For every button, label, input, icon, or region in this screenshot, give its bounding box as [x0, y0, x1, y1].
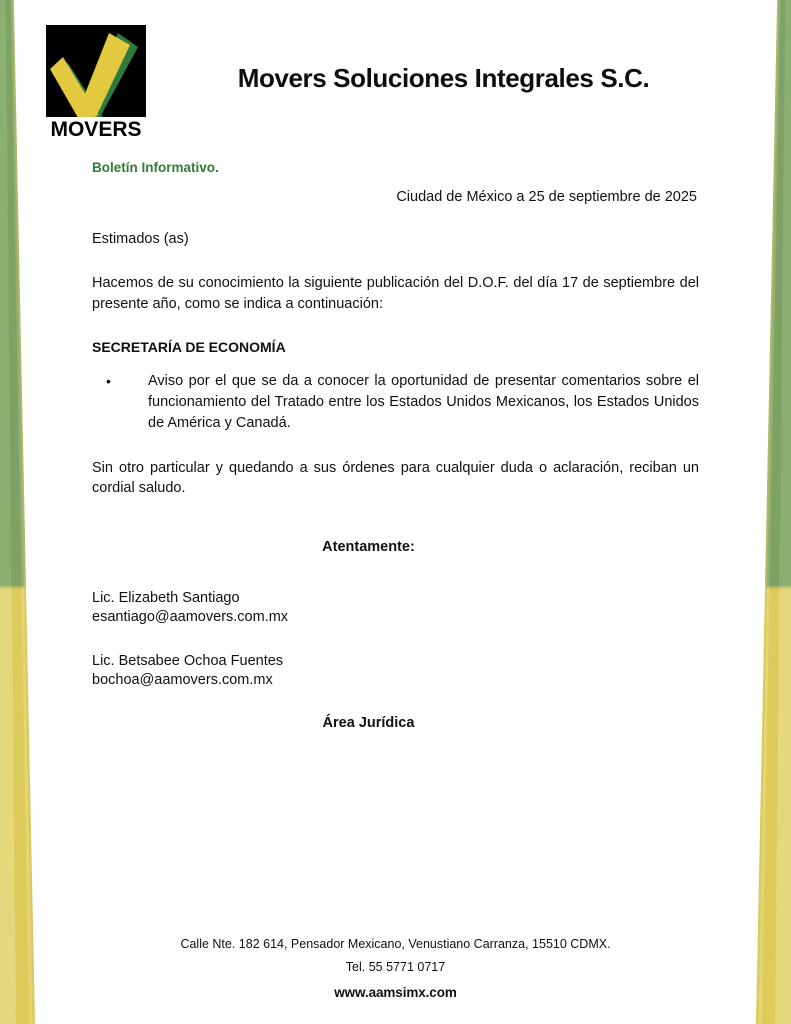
logo-wordmark: MOVERS: [50, 118, 142, 141]
page-footer: [86, 937, 705, 1000]
closing-paragraph: Sin otro particular y quedando a sus órdenes para cualquier duda o aclaración, reciban un cordial saludo.: [92, 460, 699, 497]
stripe-hairline-left: [0, 0, 40, 1024]
left-decorative-stripe: [0, 0, 46, 1024]
stripe-mid-left: [0, 0, 40, 1024]
contact-block-1: [92, 589, 699, 628]
dateline: Ciudad de México a 25 de septiembre de 2025: [396, 189, 697, 205]
list-item: [92, 371, 699, 434]
footer-phone: Tel. 55 5771 0717: [345, 960, 446, 974]
contact-email[interactable]: bochoa@aamovers.com.mx: [92, 672, 273, 689]
department-label: Área Jurídica: [322, 714, 415, 731]
intro-paragraph: Hacemos de su conocimiento la siguiente publicación del D.O.F. del día 17 de septiembre del presente año, como se indica a continuación:: [92, 275, 699, 313]
signoff-label: Atentamente:: [322, 538, 415, 555]
contact-name: Lic. Betsabee Ochoa Fuentes: [92, 652, 284, 669]
letterhead: [46, 25, 745, 141]
movers-logo: [46, 25, 146, 141]
right-decorative-stripe: [745, 0, 791, 1024]
notices-list: [92, 371, 699, 434]
stripe-hairline-right: [751, 0, 791, 1024]
footer-address: Calle Nte. 182 614, Pensador Mexicano, Venustiano Carranza, 15510 CDMX.: [180, 937, 611, 951]
list-item-text: Aviso por el que se da a conocer la oportunidad de presentar comentarios sobre el funcionamiento del Tratado entre los Estados Unidos Mexicanos, los Estados Unidos de América y Canadá.: [148, 373, 699, 432]
contact-block-2: [92, 652, 699, 691]
company-title: Movers Soluciones Integrales S.C.: [237, 63, 650, 93]
stripe-back-left: [0, 0, 40, 1024]
stripe-back-right: [751, 0, 791, 1024]
bullet-point-icon: •: [106, 373, 111, 390]
stripe-front-right: [751, 0, 791, 1024]
stripe-mid-right: [751, 0, 791, 1024]
letter-body: [92, 160, 699, 731]
contact-name: Lic. Elizabeth Santiago: [92, 589, 240, 606]
footer-website[interactable]: www.aamsimx.com: [334, 985, 457, 1000]
greeting: Estimados (as): [92, 231, 189, 247]
bulletin-kicker: Boletín Informativo.: [92, 160, 219, 175]
movers-logo-icon: [46, 25, 146, 141]
stripe-front-left: [0, 0, 40, 1024]
page-sheet: [46, 0, 745, 1024]
section-heading: SECRETARÍA DE ECONOMÍA: [92, 339, 286, 356]
contact-email[interactable]: esantiago@aamovers.com.mx: [92, 609, 289, 626]
